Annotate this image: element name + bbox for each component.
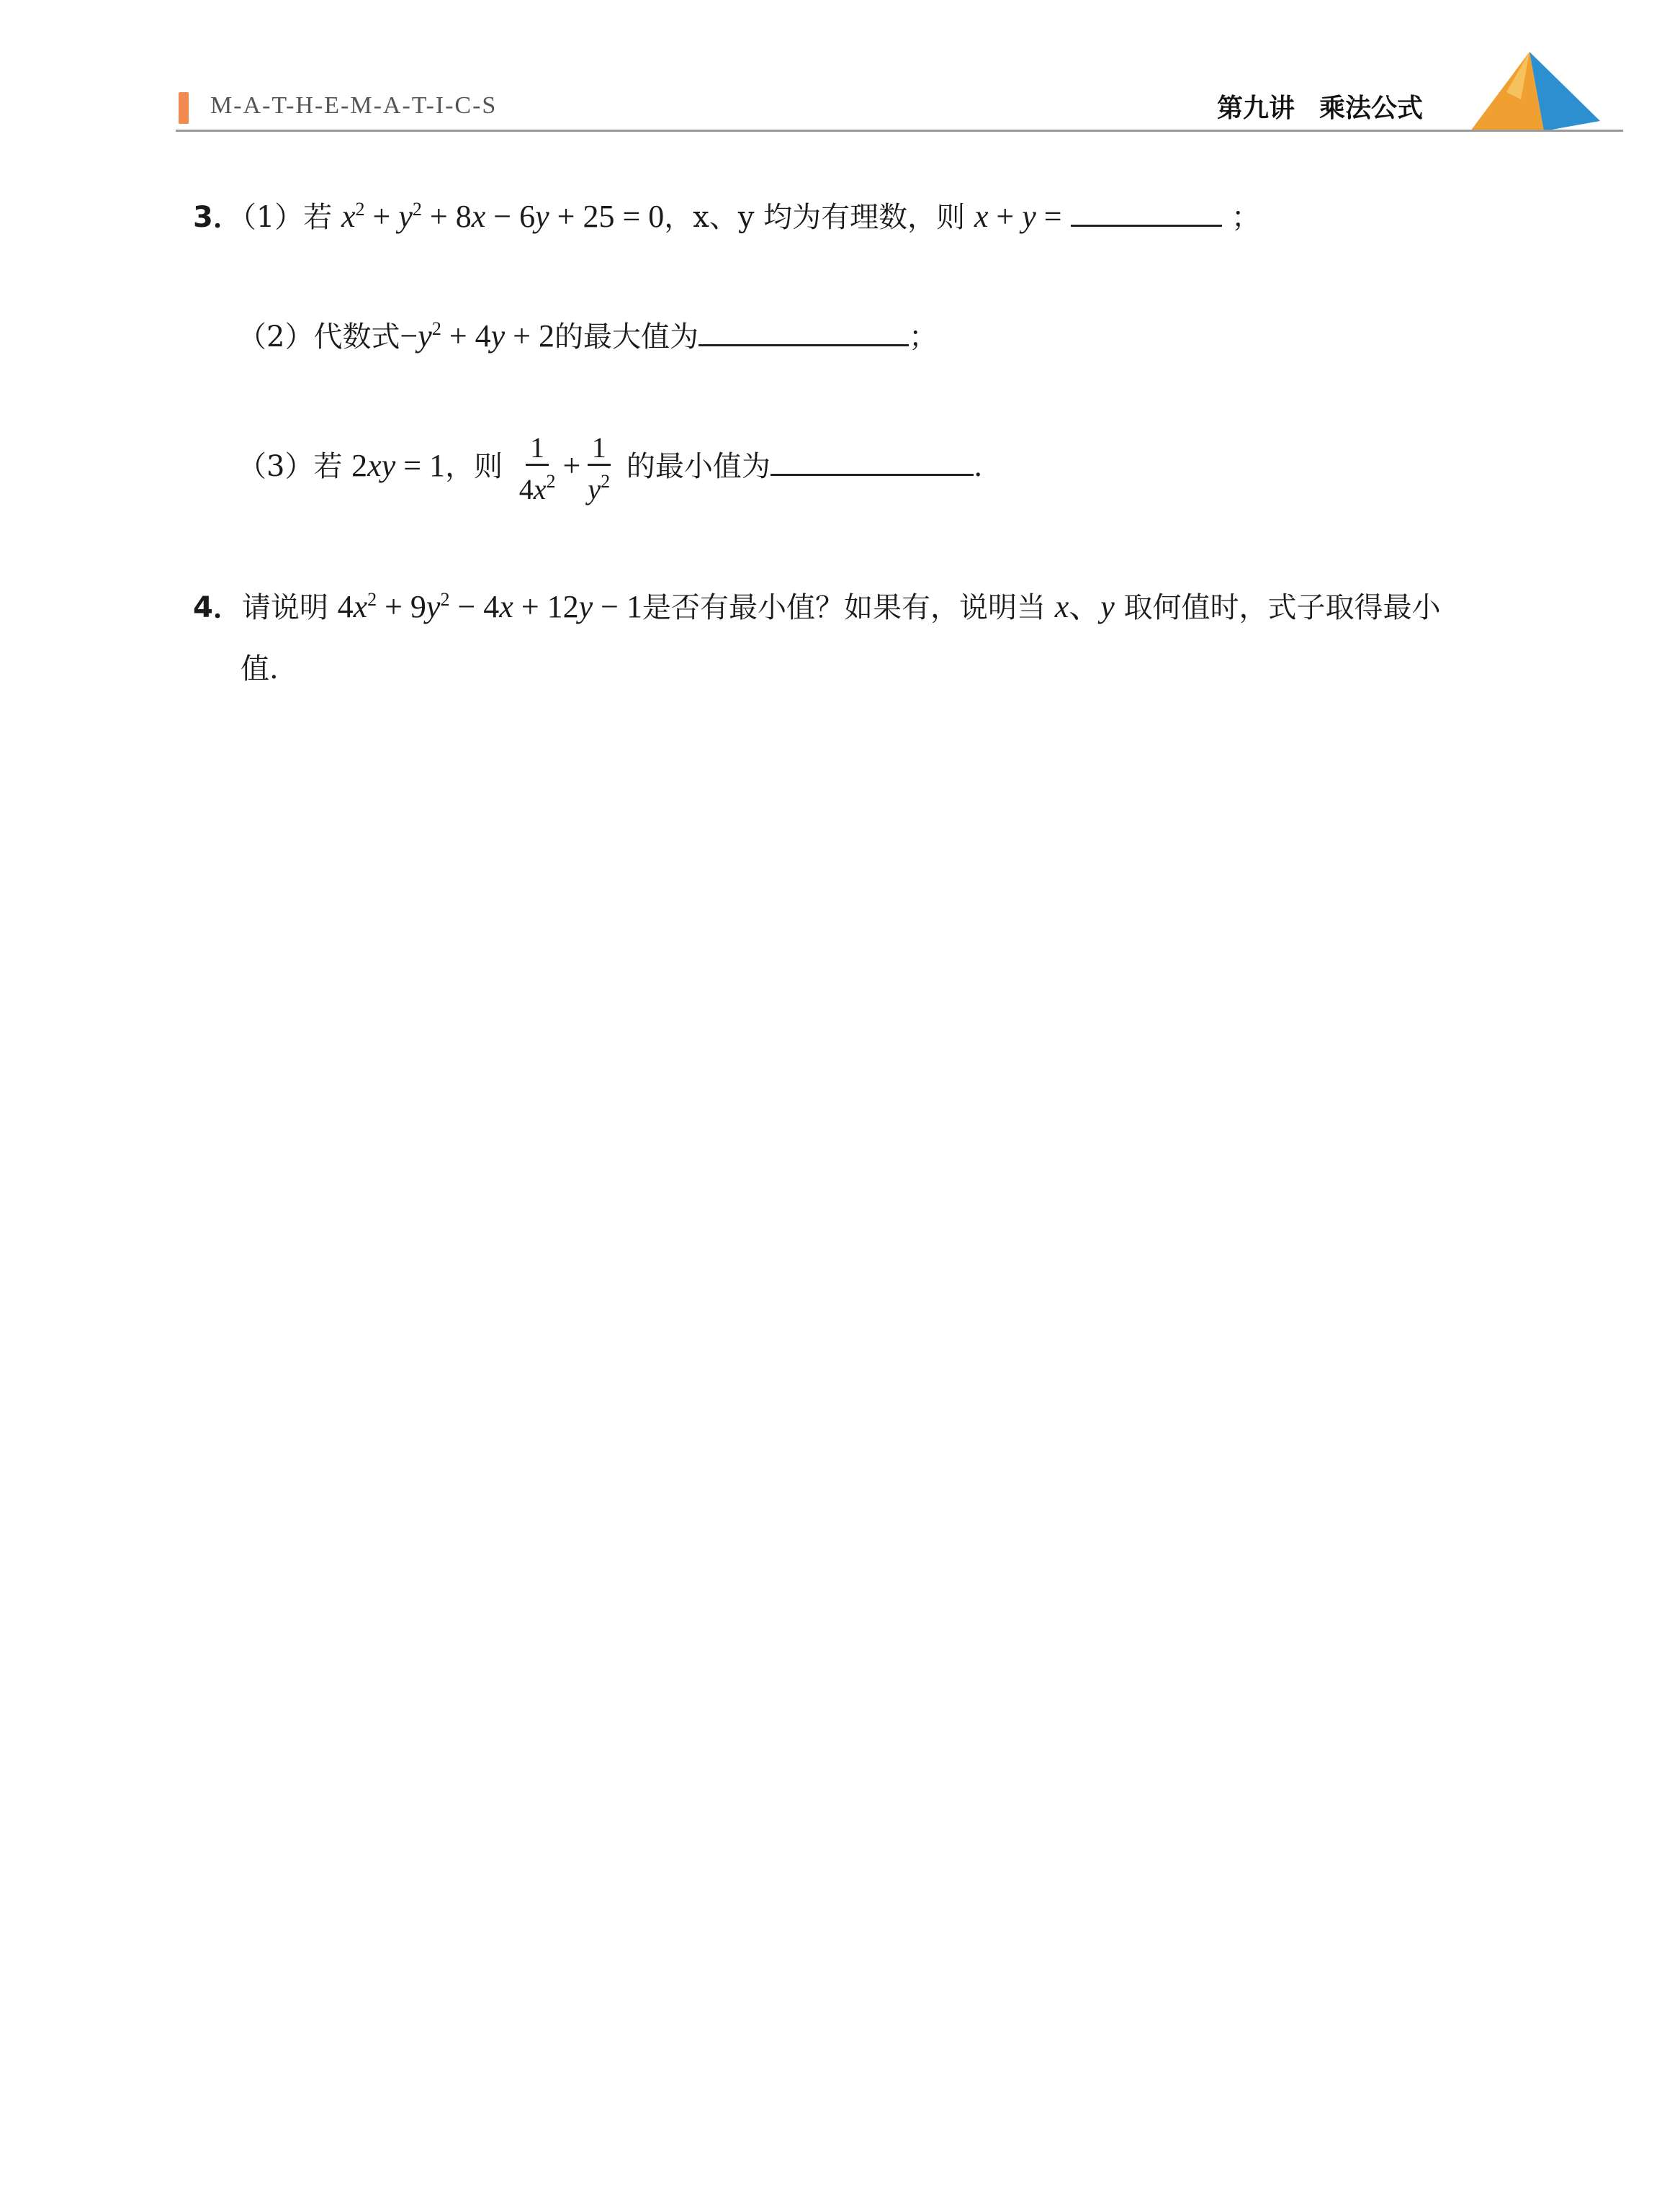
- header-brand: M-A-T-H-E-M-A-T-I-C-S: [210, 92, 498, 119]
- question-3-part-2: [238, 308, 938, 358]
- header-lecture-title: [1217, 88, 1423, 125]
- header-rule: [176, 130, 1623, 132]
- answer-blank[interactable]: [1071, 200, 1222, 227]
- answer-blank[interactable]: [771, 449, 974, 476]
- condition-text: ，则: [445, 450, 503, 483]
- answer-blank[interactable]: [699, 320, 909, 346]
- part-label: （2）代数式: [238, 320, 400, 354]
- question-number: 3．: [193, 201, 242, 234]
- part-label: （3）若: [238, 450, 343, 483]
- page-header: [0, 0, 1662, 144]
- question-text: 是否有最小值？如果有，说明当: [642, 591, 1046, 624]
- header-accent-bar: [179, 92, 189, 124]
- expression: $-y^2 + 4y + 2$: [400, 318, 554, 354]
- lecture-number: 第九讲: [1217, 94, 1295, 123]
- question-text: 的最小值为: [626, 450, 771, 483]
- question-text: 的最大值为: [554, 320, 699, 354]
- equation: 2xy = 1: [351, 448, 446, 483]
- condition-text: ，x、y 均为有理数，则: [664, 201, 966, 234]
- variables: x、y: [1054, 589, 1115, 624]
- equation: $x^2 + y^2 + 8x - 6y + 25 = 0$: [341, 199, 665, 234]
- part-label: （1）若: [241, 201, 333, 234]
- expression: $4x^2 + 9y^2 - 4x + 12y - 1$: [337, 589, 642, 624]
- punctuation: ；: [1231, 201, 1261, 234]
- question-4-line-2: [241, 648, 279, 690]
- question-4-line-1: [193, 579, 1441, 629]
- lecture-topic: 乘法公式: [1319, 94, 1424, 123]
- question-text: 值.: [241, 652, 279, 685]
- pyramid-logo-icon: [1463, 49, 1604, 134]
- fraction: $\frac{1}{4x^2}$: [518, 431, 556, 505]
- punctuation: .: [973, 450, 983, 483]
- punctuation: ；: [909, 320, 938, 354]
- question-text: 取何值时，式子取得最小: [1123, 591, 1441, 624]
- question-text: 请说明: [241, 591, 328, 624]
- question-3-part-3: （3）若 2xy = 1，则 $\frac{1}{4x^2}$ + $\frac{1}{y^2}$ 的最小值为 .: [238, 431, 983, 505]
- question-3-part-1: [193, 189, 1260, 238]
- question-number: 4．: [193, 591, 242, 624]
- expression: x + y =: [974, 199, 1062, 234]
- fraction: $\frac{1}{y^2}$: [588, 431, 611, 505]
